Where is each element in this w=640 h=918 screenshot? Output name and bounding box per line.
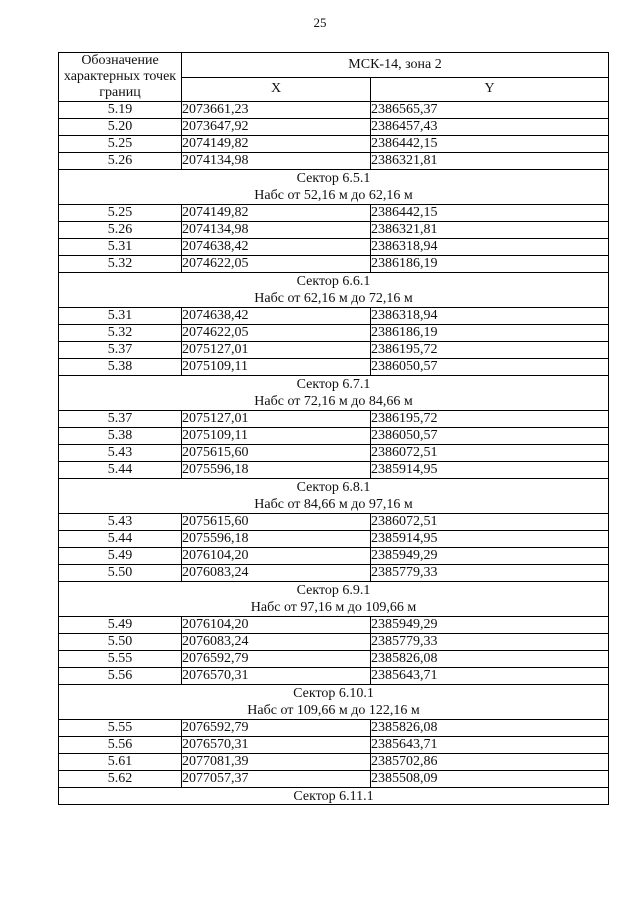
table-row [59,548,609,565]
y-coordinate-cell: 2386195,72 [371,411,609,428]
points-column-header: Обозначение характерных точек границ [59,53,182,102]
sector-header [59,685,609,720]
point-id-cell: 5.32 [59,256,182,273]
table-body [59,102,609,805]
table-row [59,342,609,359]
point-id-cell: 5.20 [59,119,182,136]
y-coordinate-cell: 2386050,57 [371,359,609,376]
x-coordinate-cell: 2075615,60 [182,514,371,531]
y-coordinate-cell: 2385914,95 [371,531,609,548]
table-row [59,668,609,685]
point-id-cell: 5.50 [59,565,182,582]
table-row [59,256,609,273]
point-id-cell: 5.49 [59,548,182,565]
y-coordinate-cell: 2386072,51 [371,445,609,462]
point-id-cell: 5.61 [59,754,182,771]
point-id-cell: 5.44 [59,531,182,548]
x-coordinate-cell: 2076570,31 [182,737,371,754]
point-id-cell: 5.55 [59,651,182,668]
sector-header-row [59,582,609,617]
y-coordinate-cell: 2385779,33 [371,565,609,582]
y-coordinate-cell: 2386195,72 [371,342,609,359]
point-id-cell: 5.31 [59,239,182,256]
x-coordinate-cell: 2074622,05 [182,325,371,342]
point-id-cell: 5.44 [59,462,182,479]
table-row [59,222,609,239]
point-id-cell: 5.49 [59,617,182,634]
x-coordinate-cell: 2075109,11 [182,428,371,445]
x-coordinate-cell: 2074622,05 [182,256,371,273]
y-coordinate-cell: 2385826,08 [371,720,609,737]
trailing-sector-title: Сектор 6.11.1 [59,788,609,805]
sector-title: Сектор 6.7.1 [296,377,371,392]
y-coordinate-cell: 2385643,71 [371,668,609,685]
sector-height-range: Набс от 62,16 м до 72,16 м [254,291,413,306]
x-coordinate-cell: 2074134,98 [182,153,371,170]
table-row [59,411,609,428]
y-coordinate-cell: 2386186,19 [371,256,609,273]
sector-height-range: Набс от 84,66 м до 97,16 м [254,497,413,512]
x-coordinate-cell: 2075127,01 [182,411,371,428]
x-coordinate-cell: 2074638,42 [182,308,371,325]
x-coordinate-cell: 2074149,82 [182,136,371,153]
x-coordinate-cell: 2076104,20 [182,617,371,634]
point-id-cell: 5.25 [59,136,182,153]
x-coordinate-cell: 2076592,79 [182,720,371,737]
sector-height-range: Набс от 109,66 м до 122,16 м [247,703,420,718]
table-row [59,205,609,222]
x-column-header: X [182,77,371,102]
y-coordinate-cell: 2386318,94 [371,308,609,325]
table-row [59,720,609,737]
x-coordinate-cell: 2075615,60 [182,445,371,462]
point-id-cell: 5.43 [59,445,182,462]
point-id-cell: 5.62 [59,771,182,788]
point-id-cell: 5.38 [59,359,182,376]
x-coordinate-cell: 2074134,98 [182,222,371,239]
x-coordinate-cell: 2073647,92 [182,119,371,136]
table-row [59,359,609,376]
table-row [59,651,609,668]
table-row [59,136,609,153]
table-row [59,102,609,119]
table-row [59,445,609,462]
sector-header-row [59,685,609,720]
x-coordinate-cell: 2074638,42 [182,239,371,256]
table-row [59,514,609,531]
y-coordinate-cell: 2385949,29 [371,617,609,634]
point-id-cell: 5.50 [59,634,182,651]
x-coordinate-cell: 2075596,18 [182,462,371,479]
sector-header [59,170,609,205]
point-id-cell: 5.37 [59,411,182,428]
y-coordinate-cell: 2386050,57 [371,428,609,445]
y-column-header: Y [371,77,609,102]
sector-title: Сектор 6.8.1 [296,480,371,495]
y-coordinate-cell: 2386565,37 [371,102,609,119]
table-row [59,565,609,582]
sector-header-row [59,479,609,514]
x-coordinate-cell: 2076083,24 [182,565,371,582]
x-coordinate-cell: 2074149,82 [182,205,371,222]
point-id-cell: 5.56 [59,668,182,685]
x-coordinate-cell: 2076592,79 [182,651,371,668]
y-coordinate-cell: 2385826,08 [371,651,609,668]
table-row [59,531,609,548]
table-row [59,153,609,170]
x-coordinate-cell: 2075596,18 [182,531,371,548]
point-id-cell: 5.37 [59,342,182,359]
y-coordinate-cell: 2385643,71 [371,737,609,754]
x-coordinate-cell: 2075109,11 [182,359,371,376]
point-id-cell: 5.56 [59,737,182,754]
y-coordinate-cell: 2386186,19 [371,325,609,342]
table-row [59,462,609,479]
point-id-cell: 5.19 [59,102,182,119]
sector-header [59,479,609,514]
sector-height-range: Набс от 52,16 м до 62,16 м [254,188,413,203]
y-coordinate-cell: 2386321,81 [371,153,609,170]
sector-header-row [59,788,609,805]
table-row [59,737,609,754]
y-coordinate-cell: 2385779,33 [371,634,609,651]
x-coordinate-cell: 2076083,24 [182,634,371,651]
point-id-cell: 5.38 [59,428,182,445]
table-row [59,754,609,771]
x-coordinate-cell: 2076570,31 [182,668,371,685]
y-coordinate-cell: 2386457,43 [371,119,609,136]
point-id-cell: 5.26 [59,222,182,239]
y-coordinate-cell: 2386318,94 [371,239,609,256]
y-coordinate-cell: 2386321,81 [371,222,609,239]
y-coordinate-cell: 2385508,09 [371,771,609,788]
table-row [59,634,609,651]
point-id-cell: 5.26 [59,153,182,170]
sector-header-row [59,376,609,411]
x-coordinate-cell: 2073661,23 [182,102,371,119]
point-id-cell: 5.43 [59,514,182,531]
sector-header [59,582,609,617]
x-coordinate-cell: 2076104,20 [182,548,371,565]
y-coordinate-cell: 2385949,29 [371,548,609,565]
point-id-cell: 5.25 [59,205,182,222]
sector-header [59,376,609,411]
y-coordinate-cell: 2385702,86 [371,754,609,771]
x-coordinate-cell: 2077057,37 [182,771,371,788]
page-number: 25 [313,15,327,30]
table-row [59,617,609,634]
sector-height-range: Набс от 72,16 м до 84,66 м [254,394,413,409]
y-coordinate-cell: 2385914,95 [371,462,609,479]
point-id-cell: 5.55 [59,720,182,737]
point-id-cell: 5.32 [59,325,182,342]
table-row [59,119,609,136]
coordinate-system-header: МСК-14, зона 2 [182,53,609,78]
table-row [59,239,609,256]
y-coordinate-cell: 2386072,51 [371,514,609,531]
y-coordinate-cell: 2386442,15 [371,205,609,222]
sector-title: Сектор 6.10.1 [293,686,374,701]
x-coordinate-cell: 2075127,01 [182,342,371,359]
table-row [59,428,609,445]
x-coordinate-cell: 2077081,39 [182,754,371,771]
table-row [59,771,609,788]
y-coordinate-cell: 2386442,15 [371,136,609,153]
sector-title: Сектор 6.5.1 [296,171,371,186]
sector-header-row [59,273,609,308]
table-row [59,308,609,325]
sector-height-range: Набс от 97,16 м до 109,66 м [250,600,417,615]
sector-header-row [59,170,609,205]
sector-header [59,273,609,308]
sector-title: Сектор 6.6.1 [296,274,371,289]
sector-title: Сектор 6.9.1 [296,583,371,598]
coordinates-table [58,52,609,805]
point-id-cell: 5.31 [59,308,182,325]
table-row [59,325,609,342]
